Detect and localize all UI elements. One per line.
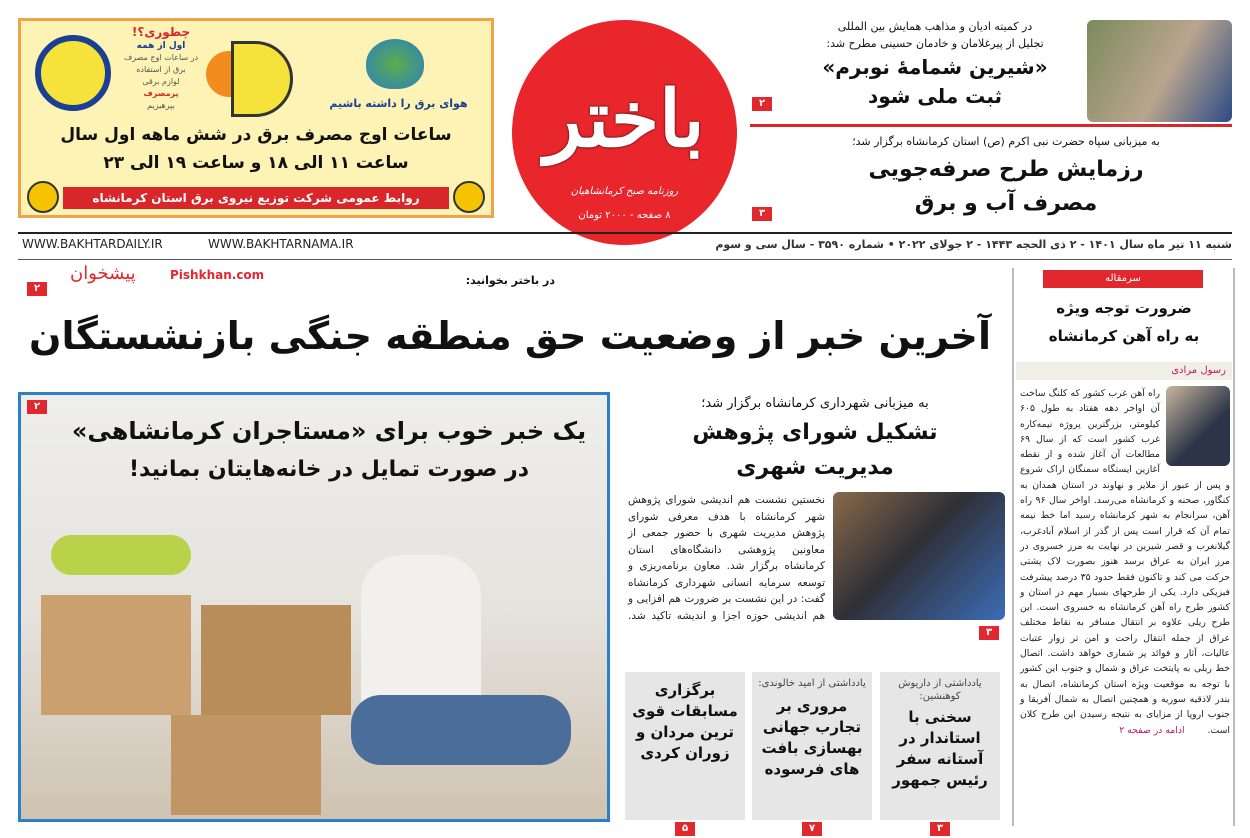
opinion-box[interactable]	[880, 672, 1000, 820]
opinion-box[interactable]	[752, 672, 872, 820]
half-clock-icon	[231, 41, 293, 117]
page-badge: ۳	[752, 207, 772, 221]
editorial-title[interactable]	[1016, 294, 1232, 350]
rule	[18, 259, 1232, 260]
page-badge: ۲	[27, 400, 47, 414]
editorial-title-line: ضرورت توجه ویژه	[1056, 299, 1192, 317]
editorial-label: سرمقاله	[1043, 270, 1203, 288]
cardboard-box	[201, 605, 351, 715]
headline: مصرف آب و برق	[914, 191, 1098, 216]
cardboard-box	[171, 715, 321, 815]
headline: «شیرین شمامهٔ نوبرم»	[822, 55, 1048, 79]
article-body: نخستین نشست هم اندیشی شورای پژوهش شهر کرمانشاه با هدف معرفی شورای پژوهش مدیریت شهری با حضور جمعی از معاونین پژوهشی دانشگاه‌های استان کرمانشاه برگزار شد. معاون برنامه‌ریزی و توسعه سرمایه انسانی	[628, 494, 825, 589]
editorial-body: راه آهن غرب کشور که کلنگ ساخت آن اواخر دهه هفتاد به طول ۶۰۵ کیلومتر، بزرگترین پروژه نیمه‌کاره غرب کشور است که از سال ۶۹ مطالعات آن آغاز شده و از نقطه آغازین ایستگاه سمنگان اراک شروع و پس از عبور از ملایر و نهاوند در استان همدان به کنگاور، صحنه و کرمانشاه می‌رسد. اواخر سال ۹۶ راه آهن، سرانجام به شهر کرمانشاه رسید اما خط نیمه تمام آن که قرار است پس از گذر از اسلام آبادغرب، گیلانغرب و قصر شیرین در نهایت به مرز خسروی در مرز ایران به عراق برسد هنوز بصورت لاک پشتی حرکت می کند و تاکنون فقط حدود ۳۵ درصد پیشرفت فیزیکی دارد. یکی از طرحهای بسیار مهم در استان و کشور طرح راه آهن کرمانشاه به خسروی است. این طرح ریلی علاوه بر انتقال مسافر به نقاط مختلف عراق از جمله انتقال راحت و امن تر زوار عتبات عالیات، آثار و فوائد پر شماری خواهد داشت. اتصال خط ریلی به پایتخت عراق و شمال و جنوب این کشور با توجه به موقعیت ویژه استان کرمانشاه، اتصال به بندر لاذقیه سوریه و همچنین اتصال به شمال آفریقا و جنوب اروپا از مزایای به نتیجه رسیدن این طرح کلان است.	[1020, 388, 1230, 736]
feature-story[interactable]	[18, 392, 610, 822]
website-link[interactable]: WWW.BAKHTARNAMA.IR	[208, 237, 354, 251]
page-badge: ۳	[930, 822, 950, 836]
pillow	[51, 535, 191, 575]
website-link[interactable]: WWW.BAKHTARDAILY.IR	[22, 237, 163, 251]
news-box[interactable]	[625, 672, 745, 820]
price-label: ۸ صفحه - ۲۰۰۰ تومان	[578, 210, 671, 221]
clock-icon	[35, 35, 111, 111]
watermark: پیشخوان	[70, 263, 136, 284]
headline: رزمایش طرح صرفه‌جویی	[868, 157, 1144, 182]
headline: ثبت ملی شود	[867, 84, 1003, 108]
power-company-logo-icon	[27, 181, 59, 213]
kicker: تجلیل از پیرغلامان و خادمان حسینی مطرح شد:	[826, 37, 1044, 50]
continued-link[interactable]: ادامه در صفحه ۲	[1119, 724, 1185, 736]
ad-footer: روابط عمومی شرکت توزیع نیروی برق استان کرمانشاه	[63, 187, 449, 209]
page-badge: ۲	[27, 282, 47, 296]
box-title: مروری بر تجارب جهانی بهسازی بافت های فرسوده	[761, 697, 863, 778]
headline: مدیریت شهری	[736, 455, 894, 480]
feature-title-block	[51, 411, 607, 489]
tip-block	[116, 25, 206, 112]
feature-subtitle: در صورت تمایل در خانه‌هایتان بمانید!	[129, 457, 529, 482]
column-rule	[1012, 268, 1014, 826]
ad-slogan: هوای برق را داشته باشیم	[329, 97, 468, 110]
cardboard-box	[41, 595, 191, 715]
dateline: شنبه ۱۱ تیر ماه سال ۱۴۰۱ - ۲ ذی الحجه ۱۴۴۳ - ۲ جولای ۲۰۲۲ • شماره ۳۵۹۰ - سال سی و سوم	[715, 238, 1232, 251]
author-photo	[1166, 386, 1230, 466]
tip-line: بپرهیزیم	[147, 101, 175, 110]
ad-hours: ساعت ۱۱ الی ۱۸ و ساعت ۱۹ الی ۲۳	[103, 153, 409, 173]
page-badge: ۵	[675, 822, 695, 836]
heart-globe-icon	[366, 39, 424, 89]
page-badge: ۳	[979, 626, 999, 640]
logo-text: باختر	[544, 74, 705, 165]
feature-title: یک خبر خوب برای «مستاجران کرمانشاهی»	[71, 417, 587, 445]
page-badge: ۲	[752, 97, 772, 111]
logo-subtitle: روزنامه صبح کرمانشاهیان	[570, 186, 679, 197]
tip-line: در ساعات اوج مصرف	[123, 53, 199, 62]
ad-question: چطوری؟!	[131, 25, 191, 39]
box-title: برگزاری مسابقات قوی ترین مردان و زوران کردی	[632, 681, 738, 762]
tip-title: اول از همه	[136, 41, 186, 51]
box-title: سخنی با استاندار در آستانه سفر رئیس جمهور	[892, 708, 988, 789]
tip-line: برق از استفاده	[136, 65, 186, 74]
rule	[18, 232, 1232, 234]
masthead-logo[interactable]	[512, 20, 737, 245]
article-photo[interactable]	[833, 492, 1005, 620]
page-badge: ۷	[802, 822, 822, 836]
jeans	[351, 695, 571, 765]
article[interactable]	[620, 393, 1010, 485]
box-byline: یادداشتی از امید خالوندی:	[758, 678, 866, 689]
tip-line: لوازم برقی	[142, 77, 180, 86]
power-company-logo-icon	[453, 181, 485, 213]
ad-headline: ساعات اوج مصرف برق در شش ماهه اول سال	[60, 125, 452, 145]
tip-line: پرمصرف	[143, 89, 179, 98]
headline: تشکیل شورای پژوهش	[692, 420, 938, 445]
story-photo[interactable]	[1087, 20, 1232, 122]
column-rule	[1233, 268, 1235, 826]
article-body: شهرداری کرمانشاه گفت: در این نشست بر ضرورت هم افزایی و هم اندیشی حوزه اجزا و اندیشه تاکید شد.	[628, 576, 825, 622]
top-story-2[interactable]	[780, 131, 1232, 221]
kicker: به میزبانی سپاه حضرت نبی اکرم (ص) استان کرمانشاه برگزار شد؛	[852, 135, 1160, 148]
editorial-body-wrap	[1020, 386, 1230, 738]
electricity-ad[interactable]	[18, 18, 494, 218]
editorial-author: رسول مرادی	[1016, 362, 1232, 380]
kicker: در کمیته ادیان و مذاهب همایش بین المللی	[837, 20, 1033, 33]
editorial-title-line: به راه آهن کرمانشاه	[1048, 327, 1200, 345]
top-story-1[interactable]	[790, 18, 1080, 110]
main-headline[interactable]: آخرین خبر از وضعیت حق منطقه جنگی بازنشستگان	[29, 314, 991, 358]
box-byline: یادداشتی از داریوش کوهنشین:	[898, 678, 982, 702]
watermark-url: Pishkhan.com	[170, 268, 265, 282]
main-kicker: در باختر بخوانید:	[465, 274, 555, 287]
divider	[750, 124, 1232, 127]
article-text-block	[628, 492, 1005, 641]
kicker: به میزبانی شهرداری کرمانشاه برگزار شد؛	[701, 396, 929, 411]
